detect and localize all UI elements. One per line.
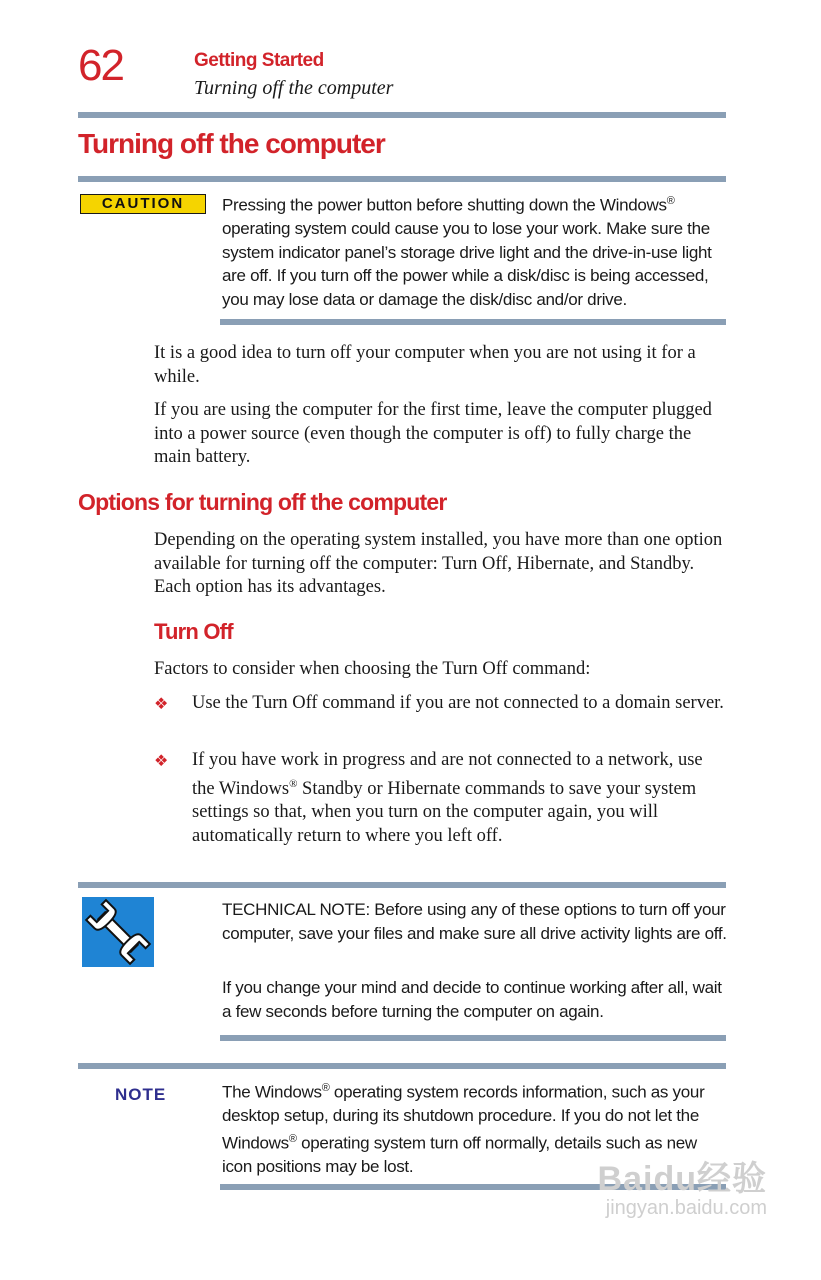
caution-text-part2: operating system could cause you to lose your work. Make sure the system indicator panel’s storage drive light and the drive-in-use light are off. If you turn off the power while a disk/disc is being accessed, you may lose data or damage the disk/disc and/or drive.	[222, 219, 712, 309]
note-label: NOTE	[115, 1085, 167, 1104]
tech-note-paragraph-1: TECHNICAL NOTE: Before using any of these options to turn off your computer, save your files and make sure all drive activity lights are off.	[222, 900, 727, 943]
bullet-item-2	[192, 749, 729, 848]
intro-paragraph-2: If you are using the computer for the first time, leave the computer plugged into a power source (even though the computer is off) to fully charge the main battery.	[154, 400, 712, 467]
baidu-watermark	[598, 1162, 767, 1220]
note-text-part2: operating system records information, such as your desktop setup, during its shutdown procedure. If you do not let the Windows	[222, 1082, 705, 1153]
options-paragraph: Depending on the operating system installed, you have more than one option available for turning off the computer: Turn Off, Hibernate, and Standby. Each option has its advantages.	[154, 530, 723, 597]
turn-off-intro: Factors to consider when choosing the Turn Off command:	[154, 659, 591, 679]
caution-text	[222, 190, 730, 311]
running-header-section: Turning off the computer	[194, 77, 394, 99]
note-text-part3: operating system turn off normally, details such as new icon positions may be lost.	[222, 1133, 697, 1176]
caution-rule	[220, 319, 726, 325]
bullet-icon: ❖	[154, 694, 169, 713]
bullet-item-1: Use the Turn Off command if you are not connected to a domain server.	[192, 693, 724, 713]
bullet-item-2-part2: Standby or Hibernate commands to save your system settings so that, when you turn on the computer again, you will automatically return to where you left off.	[192, 778, 697, 846]
registered-mark: ®	[666, 195, 675, 207]
caution-badge: CAUTION	[80, 194, 206, 214]
subsection-heading-turn-off: Turn Off	[154, 619, 233, 644]
section-heading-options: Options for turning off the computer	[78, 489, 447, 515]
tech-note-paragraph-2: If you change your mind and decide to continue working after all, wait a few seconds before turning the computer on again.	[222, 978, 722, 1021]
watermark-logo-text: Baidu经验	[597, 1160, 767, 1198]
registered-mark: ®	[289, 777, 298, 790]
registered-mark: ®	[321, 1082, 330, 1094]
tech-note-top-rule	[78, 882, 726, 888]
page-title: Turning off the computer	[78, 128, 385, 159]
watermark-url: jingyan.baidu.com	[605, 1197, 767, 1219]
bullet-item-2-part1: If you have work in progress and are not connected to a network, use the Windows	[192, 750, 703, 799]
intro-paragraph-1: It is a good idea to turn off your computer when you are not using it for a while.	[154, 343, 696, 387]
registered-mark: ®	[288, 1132, 297, 1145]
running-header-chapter: Getting Started	[194, 50, 324, 71]
bullet-icon: ❖	[154, 751, 169, 770]
title-rule	[78, 176, 726, 182]
caution-text-part1: Pressing the power button before shutting down the Windows	[222, 195, 667, 215]
header-rule	[78, 112, 726, 118]
note-top-rule	[78, 1063, 726, 1069]
tech-note-bottom-rule	[220, 1035, 726, 1041]
note-text-part1: The Windows	[222, 1082, 322, 1102]
wrench-icon	[82, 897, 154, 967]
page-number: 62	[78, 41, 123, 90]
